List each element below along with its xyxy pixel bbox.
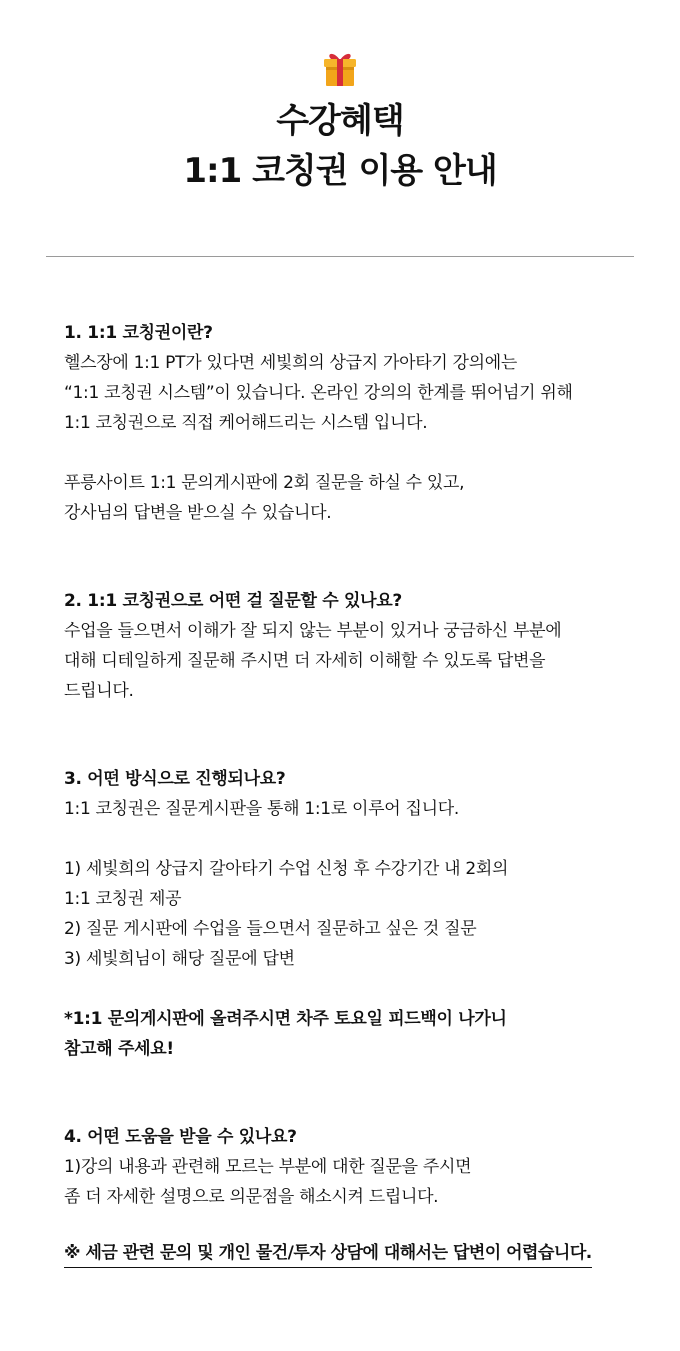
section-4-line: 좀 더 자세한 설명으로 의문점을 해소시켜 드립니다. bbox=[64, 1187, 439, 1207]
spacer bbox=[64, 824, 640, 854]
notice-text: ※ 세금 관련 문의 및 개인 물건/투자 상담에 대해서는 답변이 어렵습니다. bbox=[64, 1239, 592, 1268]
section-2-line: 대해 디테일하게 질문해 주시면 더 자세히 이해할 수 있도록 답변을 bbox=[64, 651, 546, 671]
section-3-step: 1:1 코칭권 제공 bbox=[64, 889, 182, 909]
page-title-line1: 수강혜택 bbox=[276, 101, 404, 141]
divider bbox=[46, 256, 634, 257]
section-2-line: 수업을 들으면서 이해가 잘 되지 않는 부분이 있거나 궁금하신 부분에 bbox=[64, 621, 562, 641]
page-title-line2: 1:1 코칭권 이용 안내 bbox=[183, 151, 497, 191]
section-3-note: *1:1 문의게시판에 올려주시면 차주 토요일 피드백이 나가니 bbox=[64, 1009, 507, 1029]
spacer bbox=[64, 1064, 640, 1122]
section-3-title: 3. 어떤 방식으로 진행되나요? bbox=[64, 769, 286, 789]
content bbox=[64, 318, 640, 1268]
section-1-title: 1. 1:1 코칭권이란? bbox=[64, 323, 213, 343]
spacer bbox=[64, 1212, 640, 1238]
section-3-step: 2) 질문 게시판에 수업을 들으면서 질문하고 싶은 것 질문 bbox=[64, 919, 477, 939]
spacer bbox=[64, 974, 640, 1004]
section-3-step: 3) 세빛희님이 해당 질문에 답변 bbox=[64, 949, 295, 969]
section-1-line: 1:1 코칭권으로 직접 케어해드리는 시스템 입니다. bbox=[64, 413, 428, 433]
spacer bbox=[64, 706, 640, 764]
header bbox=[0, 0, 680, 196]
section-2-line: 드립니다. bbox=[64, 681, 134, 701]
section-3-note: 참고해 주세요! bbox=[64, 1039, 174, 1059]
spacer bbox=[64, 438, 640, 468]
spacer bbox=[64, 528, 640, 586]
section-1-line: 헬스장에 1:1 PT가 있다면 세빛희의 상급지 가아타기 강의에는 bbox=[64, 353, 518, 373]
section-1-line: 푸릉사이트 1:1 문의게시판에 2회 질문을 하실 수 있고, bbox=[64, 473, 465, 493]
section-2-title: 2. 1:1 코칭권으로 어떤 걸 질문할 수 있나요? bbox=[64, 591, 402, 611]
section-4-line: 1)강의 내용과 관련해 모르는 부분에 대한 질문을 주시면 bbox=[64, 1157, 472, 1177]
gift-icon bbox=[321, 48, 359, 88]
section-3-line: 1:1 코칭권은 질문게시판을 통해 1:1로 이루어 집니다. bbox=[64, 799, 459, 819]
section-1-line: “1:1 코칭권 시스템”이 있습니다. 온라인 강의의 한계를 뛰어넘기 위해 bbox=[64, 383, 573, 403]
section-4-title: 4. 어떤 도움을 받을 수 있나요? bbox=[64, 1127, 297, 1147]
section-1-line: 강사님의 답변을 받으실 수 있습니다. bbox=[64, 503, 332, 523]
section-3-step: 1) 세빛희의 상급지 갈아타기 수업 신청 후 수강기간 내 2회의 bbox=[64, 859, 509, 879]
